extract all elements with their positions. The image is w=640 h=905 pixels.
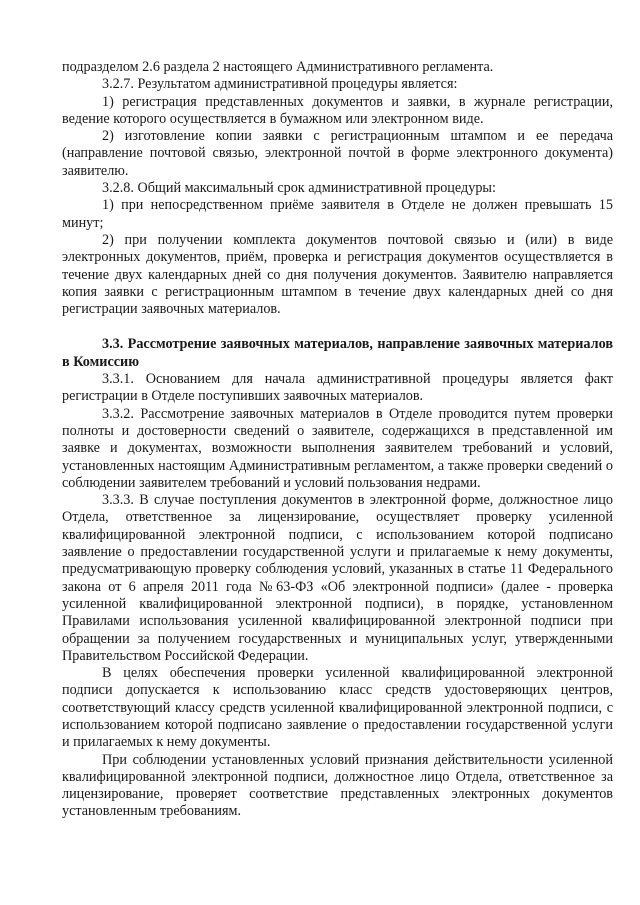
paragraph-continuation: подразделом 2.6 раздела 2 настоящего Административного регламента.: [62, 59, 494, 75]
paragraph-3-2-7: 3.2.7. Результатом административной процедуры является:: [102, 76, 458, 93]
paragraph-signature-check: В целях обеспечения проверки усиленной квалифицированной электронной подписи допускается к использованию класс средств удостоверяющих центров, соответствующий классу средств усиленной квалифицированной электронной подписи, с использованием которой подписано заявление о предоставлении государственной услуги и прилагаемых к нему документы.: [62, 665, 613, 751]
paragraph-3-3-3: 3.3.3. В случае поступления документов в электронной форме, должностное лицо Отдела, ответственное за лицензирование, осуществляет проверку усиленной квалифицированной электронной подписи, с использованием которой подписано заявление о предоставлении государственной услуги и прилагаемые к нему документы, предусматривающую проверку соблюдения условий, указанных в статье 11 Федерального закона от 6 апреля 2011 года №63-ФЗ «Об электронной подписи» (далее - проверка усиленной квалифицированной электронной подписи), в порядке, установленном Правилами использования усиленной квалифицированной электронной подписи при обращении за получением государственных и муниципальных услуг, утвержденными Правительством Российской Федерации.: [62, 492, 613, 664]
paragraph-3-2-8: 3.2.8. Общий максимальный срок административной процедуры:: [102, 180, 496, 197]
document-body: [62, 59, 613, 821]
section-heading-3-3: 3.3. Рассмотрение заявочных материалов, направление заявочных материалов в Комиссию: [62, 336, 613, 370]
paragraph-3-2-7-item-1: 1) регистрация представленных документов и заявки, в журнале регистрации, ведение которого осуществляется в бумажном или электронном виде.: [62, 93, 613, 127]
paragraph-3-2-8-item-2: 2) при получении комплекта документов почтовой связью и (или) в виде электронных документов, приём, проверка и регистрация документов осуществляется в течение двух календарных дней со дня получения документов. Заявителю направляется копия заявки с регистрационным штампом в течение двух календарных дней со дня регистрации заявочных материалов.: [62, 231, 613, 318]
paragraph-3-2-8-item-1: 1) при непосредственном приёме заявителя в Отделе не должен превышать 15 минут;: [62, 197, 613, 231]
paragraph-3-3-1: 3.3.1. Основанием для начала административной процедуры является факт регистрации в Отделе поступивших заявочных материалов.: [62, 371, 613, 405]
paragraph-3-2-7-item-2: 2) изготовление копии заявки с регистрационным штампом и ее передача (направление почтовой связью, электронной почтой в форме электронного документа) заявителю.: [62, 128, 613, 179]
paragraph-validity-check: При соблюдении установленных условий признания действительности усиленной квалифицированной электронной подписи, должностное лицо Отдела, ответственное за лицензирование, проверяет соответствие представленных электронных документов установленным требованиям.: [62, 751, 613, 820]
paragraph-3-3-2: 3.3.2. Рассмотрение заявочных материалов в Отделе проводится путем проверки полноты и достоверности сведений о заявителе, содержащихся в представленной им заявке и документах, возможности выполнения заявителем требований и условий, установленных настоящим Административным регламентом, а также проверки сведений о соблюдении заявителем требований и условий пользования недрами.: [62, 405, 613, 491]
